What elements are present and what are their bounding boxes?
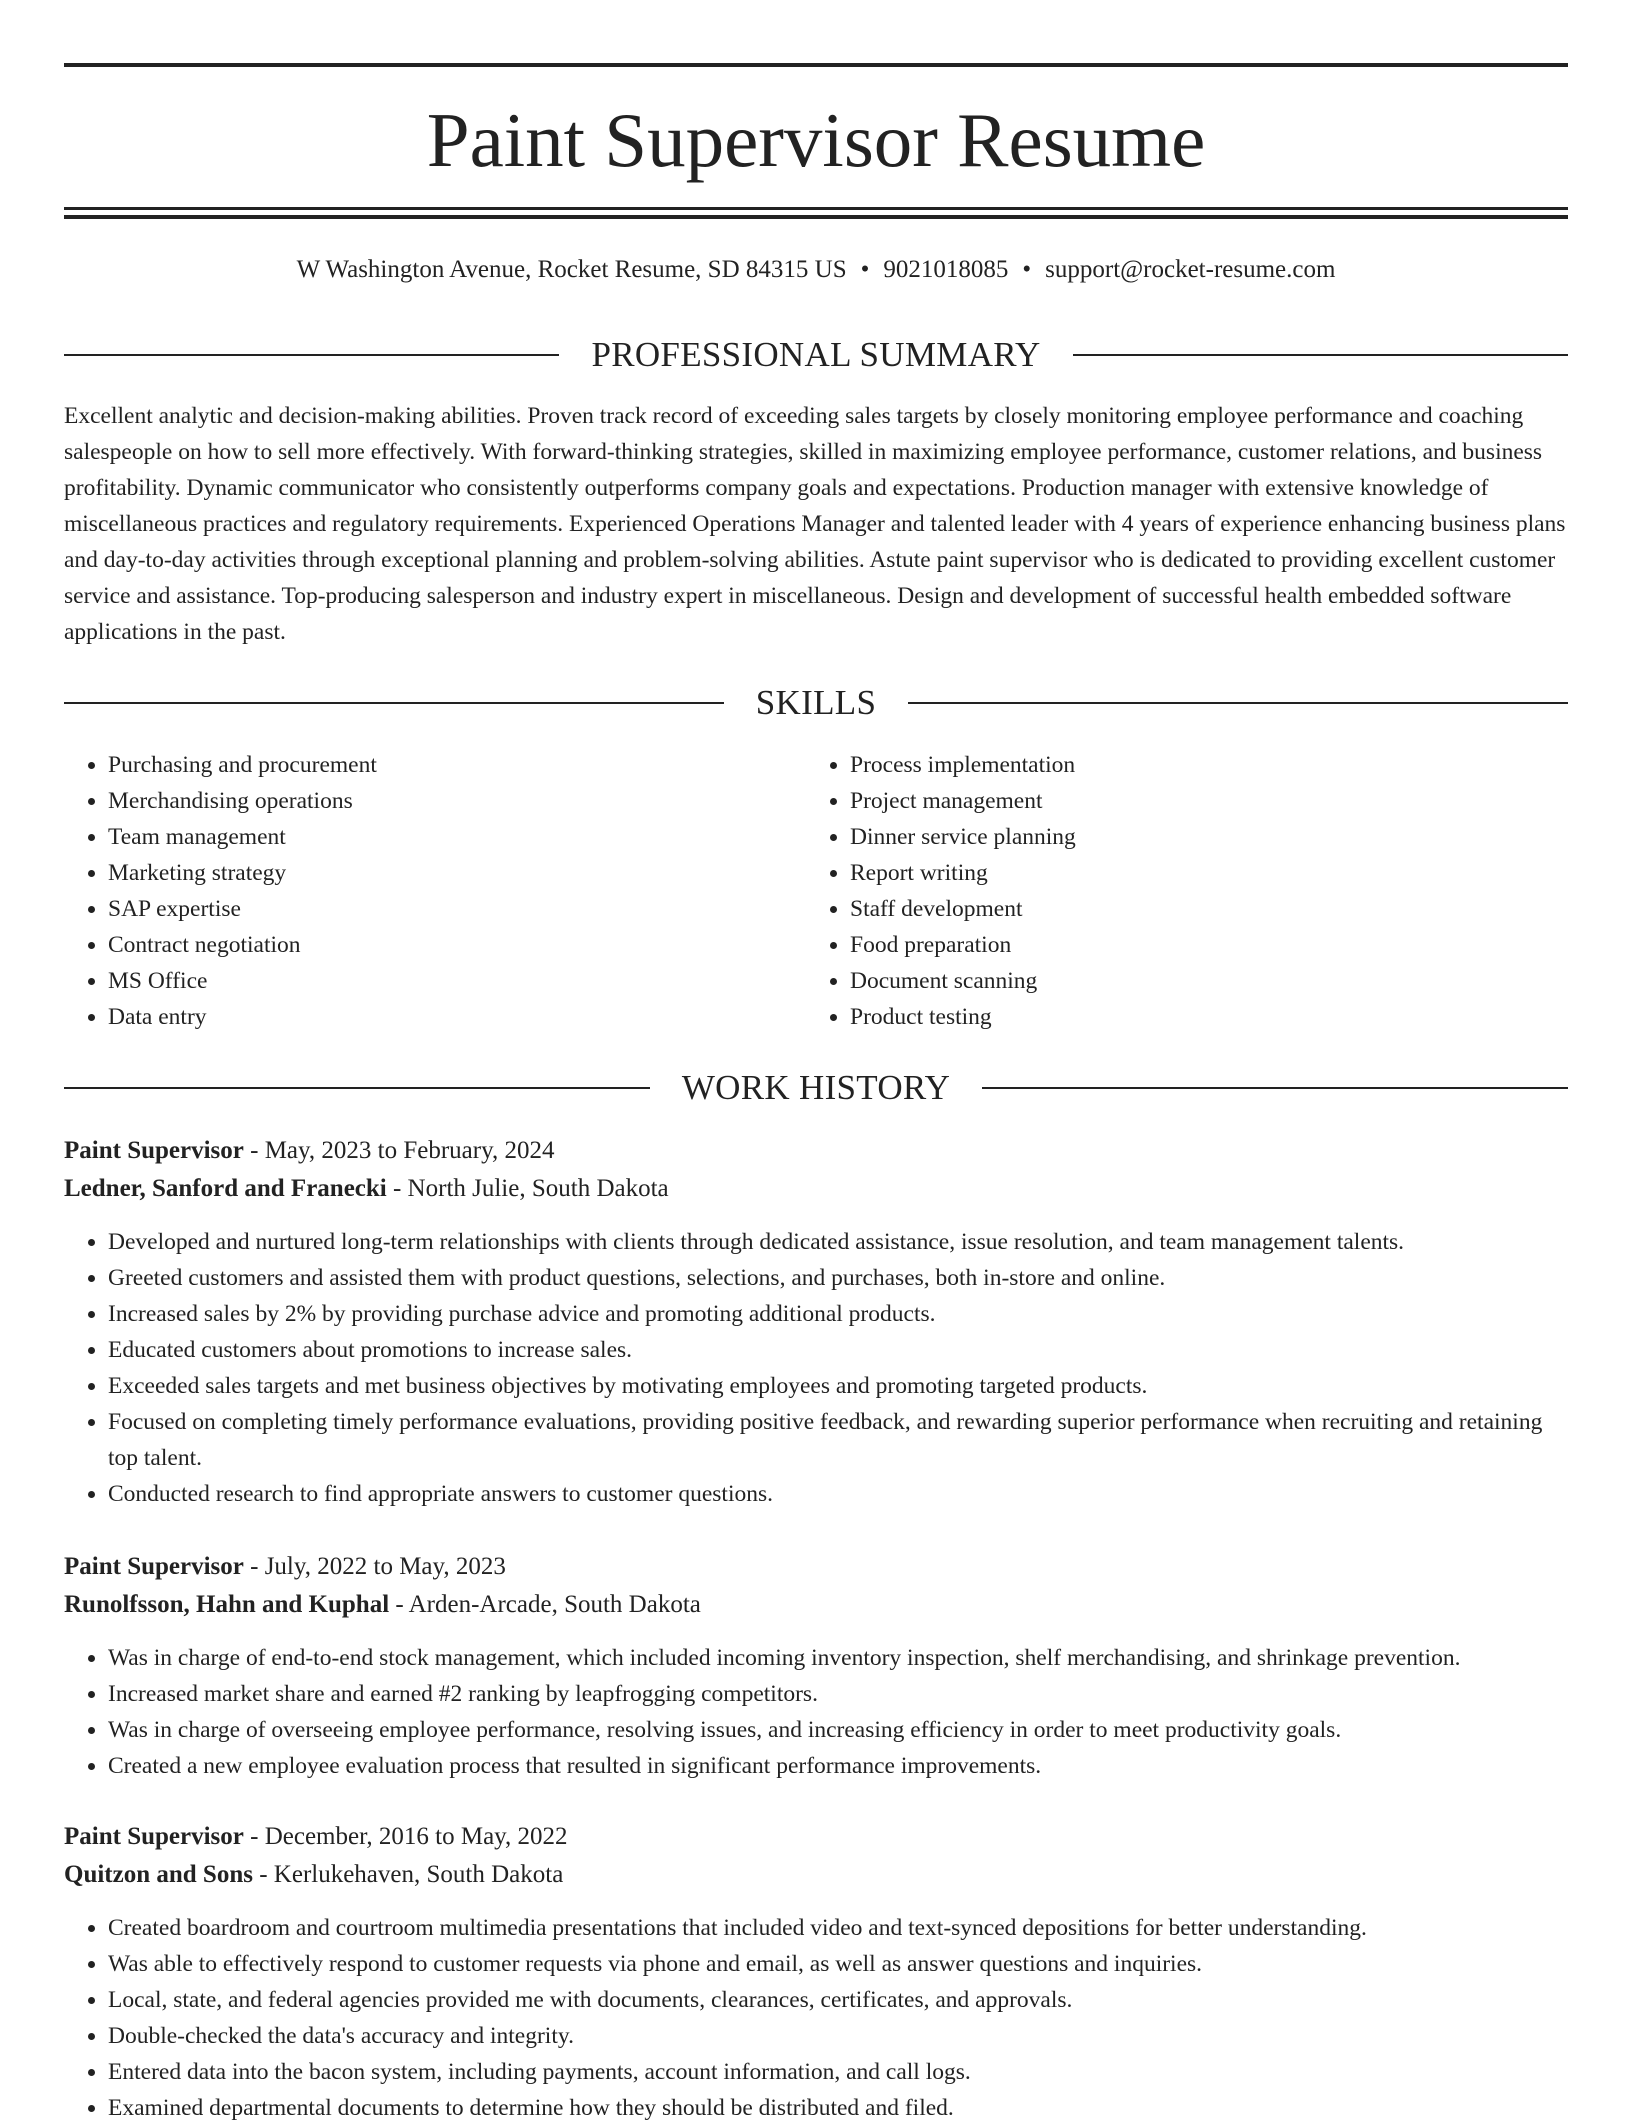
- heading-rule-left: [64, 354, 559, 356]
- job-bullets: [64, 1640, 1568, 1784]
- job-bullet: • Focused on completing timely performance evaluations, providing positive feedback, and rewarding superior performance when recruiting and retaining top talent.: [108, 1404, 1568, 1476]
- skill-item: • Product testing: [850, 999, 1076, 1035]
- section-heading-label: PROFESSIONAL SUMMARY: [591, 335, 1041, 374]
- job-bullet: • Was in charge of overseeing employee performance, resolving issues, and increasing efficiency in order to meet productivity goals.: [108, 1712, 1568, 1748]
- contact-email: support@rocket-resume.com: [1045, 256, 1336, 283]
- job-company: Runolfsson, Hahn and Kuphal: [64, 1591, 390, 1618]
- section-heading-work-history: [64, 1066, 1568, 1110]
- skill-item: • Purchasing and procurement: [108, 747, 377, 783]
- title-rule-lower: [64, 215, 1568, 219]
- job-dates: - July, 2022 to May, 2023: [250, 1553, 506, 1580]
- skills-list-left: [64, 747, 377, 1035]
- section-heading-summary: [64, 333, 1568, 377]
- skill-item: • Dinner service planning: [850, 819, 1076, 855]
- section-heading-label: SKILLS: [755, 683, 877, 722]
- skill-item: • Merchandising operations: [108, 783, 377, 819]
- skill-item: • Food preparation: [850, 927, 1076, 963]
- job-bullet: • Increased market share and earned #2 ranking by leapfrogging competitors.: [108, 1676, 1568, 1712]
- job-bullet: • Conducted research to find appropriate answers to customer questions.: [108, 1476, 1568, 1512]
- job-entry: [64, 1818, 1568, 2126]
- job-title: Paint Supervisor: [64, 1137, 244, 1164]
- job-company: Ledner, Sanford and Franecki: [64, 1175, 387, 1202]
- skill-item: • Staff development: [850, 891, 1076, 927]
- title-rule-upper: [64, 207, 1568, 210]
- job-location: - North Julie, South Dakota: [392, 1175, 669, 1202]
- job-title-line: [64, 1818, 1568, 1856]
- contact-address: W Washington Avenue, Rocket Resume, SD 84315 US: [296, 256, 847, 283]
- job-title: Paint Supervisor: [64, 1823, 244, 1850]
- heading-rule-right: [908, 702, 1568, 704]
- job-entry: [64, 1132, 1568, 1512]
- skill-item: • Contract negotiation: [108, 927, 377, 963]
- job-bullets: [64, 1910, 1568, 2126]
- skill-item: • Team management: [108, 819, 377, 855]
- job-bullet: • Educated customers about promotions to increase sales.: [108, 1332, 1568, 1368]
- page-title: Paint Supervisor Resume: [426, 97, 1206, 183]
- job-dates: - December, 2016 to May, 2022: [250, 1823, 568, 1850]
- job-company-line: [64, 1586, 1568, 1624]
- job-title-line: [64, 1132, 1568, 1170]
- job-bullet: • Entered data into the bacon system, including payments, account information, and call logs.: [108, 2054, 1568, 2090]
- heading-rule-right: [982, 1087, 1568, 1089]
- skill-item: • MS Office: [108, 963, 377, 999]
- job-bullet: • Greeted customers and assisted them with product questions, selections, and purchases, both in-store and online.: [108, 1260, 1568, 1296]
- job-bullet: • Examined departmental documents to determine how they should be distributed and filed.: [108, 2090, 1568, 2126]
- contact-separator: •: [860, 256, 870, 283]
- job-company-line: [64, 1170, 1568, 1208]
- heading-rule-right: [1073, 354, 1568, 356]
- top-rule: [64, 63, 1568, 67]
- job-bullets: [64, 1224, 1568, 1512]
- job-bullet: • Developed and nurtured long-term relationships with clients through dedicated assistance, issue resolution, and team management talents.: [108, 1224, 1568, 1260]
- section-heading-skills: [64, 681, 1568, 725]
- job-bullet: • Created a new employee evaluation process that resulted in significant performance improvements.: [108, 1748, 1568, 1784]
- skill-item: • Document scanning: [850, 963, 1076, 999]
- skill-item: • Data entry: [108, 999, 377, 1035]
- skill-item: • Project management: [850, 783, 1076, 819]
- job-location: - Arden-Arcade, South Dakota: [395, 1591, 701, 1618]
- contact-phone: 9021018085: [883, 256, 1009, 283]
- job-entry: [64, 1548, 1568, 1784]
- job-location: - Kerlukehaven, South Dakota: [259, 1861, 564, 1888]
- job-bullet: • Was able to effectively respond to customer requests via phone and email, as well as answer questions and inquiries.: [108, 1946, 1568, 1982]
- section-heading-label: WORK HISTORY: [681, 1068, 951, 1107]
- skill-item: • SAP expertise: [108, 891, 377, 927]
- summary-paragraph: Excellent analytic and decision-making abilities. Proven track record of exceeding sales targets by closely monitoring employee performance and coaching salespeople on how to sell more effectively. With forward-thinking strategies, skilled in maximizing employee performance, customer relations, and business profitability. Dynamic communicator who consistently outperforms company goals and expectations. Production manager with extensive knowledge of miscellaneous practices and regulatory requirements. Experienced Operations Manager and talented leader with 4 years of experience enhancing business plans and day-to-day activities through exceptional planning and problem-solving abilities. Astute paint supervisor who is dedicated to providing excellent customer service and assistance. Top-producing salesperson and industry expert in miscellaneous. Design and development of successful health embedded software applications in the past.: [64, 403, 1566, 645]
- job-bullet: • Created boardroom and courtroom multimedia presentations that included video and text-synced depositions for better understanding.: [108, 1910, 1568, 1946]
- job-company: Quitzon and Sons: [64, 1861, 253, 1888]
- skill-item: • Marketing strategy: [108, 855, 377, 891]
- contact-separator: •: [1022, 256, 1032, 283]
- skill-item: • Process implementation: [850, 747, 1076, 783]
- job-bullet: • Double-checked the data's accuracy and integrity.: [108, 2018, 1568, 2054]
- job-bullet: • Exceeded sales targets and met business objectives by motivating employees and promoting targeted products.: [108, 1368, 1568, 1404]
- job-title-line: [64, 1548, 1568, 1586]
- job-bullet: • Increased sales by 2% by providing purchase advice and promoting additional products.: [108, 1296, 1568, 1332]
- job-title: Paint Supervisor: [64, 1553, 244, 1580]
- heading-rule-left: [64, 702, 724, 704]
- skills-list-right: [806, 747, 1076, 1035]
- job-bullet: • Was in charge of end-to-end stock management, which included incoming inventory inspection, shelf merchandising, and shrinkage prevention.: [108, 1640, 1568, 1676]
- heading-rule-left: [64, 1087, 650, 1089]
- skill-item: • Report writing: [850, 855, 1076, 891]
- job-bullet: • Local, state, and federal agencies provided me with documents, clearances, certificates, and approvals.: [108, 1982, 1568, 2018]
- contact-line: [64, 252, 1568, 288]
- job-company-line: [64, 1856, 1568, 1894]
- job-dates: - May, 2023 to February, 2024: [250, 1137, 555, 1164]
